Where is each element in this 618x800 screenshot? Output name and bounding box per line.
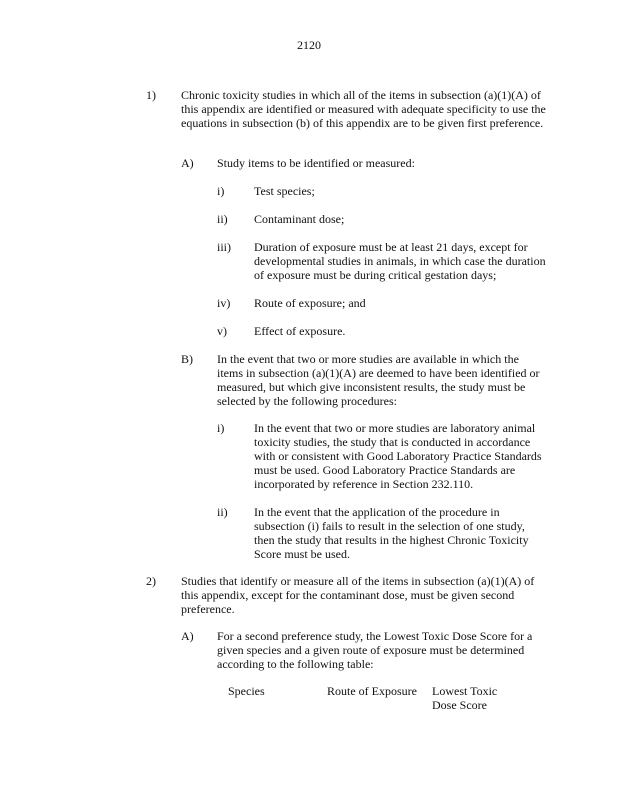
item-2-text: Studies that identify or measure all of the items in subsection (a)(1)(A) of this appendix, except for the contaminant dose, must be given second preference.: [181, 574, 535, 616]
item-1-a-ii-text: Contaminant dose;: [254, 212, 345, 226]
item-1-label: 1): [146, 88, 156, 102]
item-1-a-iv-label: iv): [217, 296, 231, 310]
item-1-a-text: Study items to be identified or measured:: [217, 156, 415, 170]
item-1-a-i-label: i): [217, 184, 225, 198]
item-1-a-iii-text: Duration of exposure must be at least 21 days, except for developmental studies in animals, in which case the duration of exposure must be during critical gestation days;: [254, 240, 546, 282]
item-2-a-label: A): [181, 629, 194, 643]
item-1-b-i-text: In the event that two or more studies are laboratory animal toxicity studies, the study that is conducted in accordance with or consistent with Good Laboratory Practice Standards must be used. Good Laboratory Practice Standards are incorporated by reference in Section 232.110.: [254, 421, 542, 491]
item-1-b-text: In the event that two or more studies are available in which the items in subsection (a)(1)(A) are deemed to have been identified or measured, but which give inconsistent results, the study must be selected by the following procedures:: [217, 352, 540, 408]
table-header-route: Route of Exposure: [327, 684, 417, 698]
item-2-label: 2): [146, 574, 156, 588]
table-header-species: Species: [228, 684, 265, 698]
item-1-text: Chronic toxicity studies in which all of the items in subsection (a)(1)(A) of this appendix are identified or measured with adequate specificity to use the equations in subsection (b) of this appendix are to be given first preference.: [181, 88, 546, 130]
item-2-a-text: For a second preference study, the Lowest Toxic Dose Score for a given species and a given route of exposure must be determined according to the following table:: [217, 629, 533, 671]
item-1-b-i-label: i): [217, 421, 225, 435]
item-1-b-ii-text: In the event that the application of the procedure in subsection (i) fails to result in the selection of one study, then the study that results in the highest Chronic Toxicity Score must be used.: [254, 505, 529, 561]
item-1-a-v-label: v): [217, 324, 227, 338]
item-1-a-ii-label: ii): [217, 212, 228, 226]
item-1-a-i-text: Test species;: [254, 184, 315, 198]
item-1-b-ii-label: ii): [217, 505, 228, 519]
item-1-b-label: B): [181, 352, 193, 366]
item-1-a-v-text: Effect of exposure.: [254, 324, 346, 338]
table-header-lowest-toxic-dose-score: Lowest Toxic Dose Score: [432, 684, 498, 712]
item-1-a-iii-label: iii): [217, 240, 231, 254]
item-1-a-label: A): [181, 156, 194, 170]
item-1-a-iv-text: Route of exposure; and: [254, 296, 366, 310]
page-number: 2120: [297, 38, 321, 52]
